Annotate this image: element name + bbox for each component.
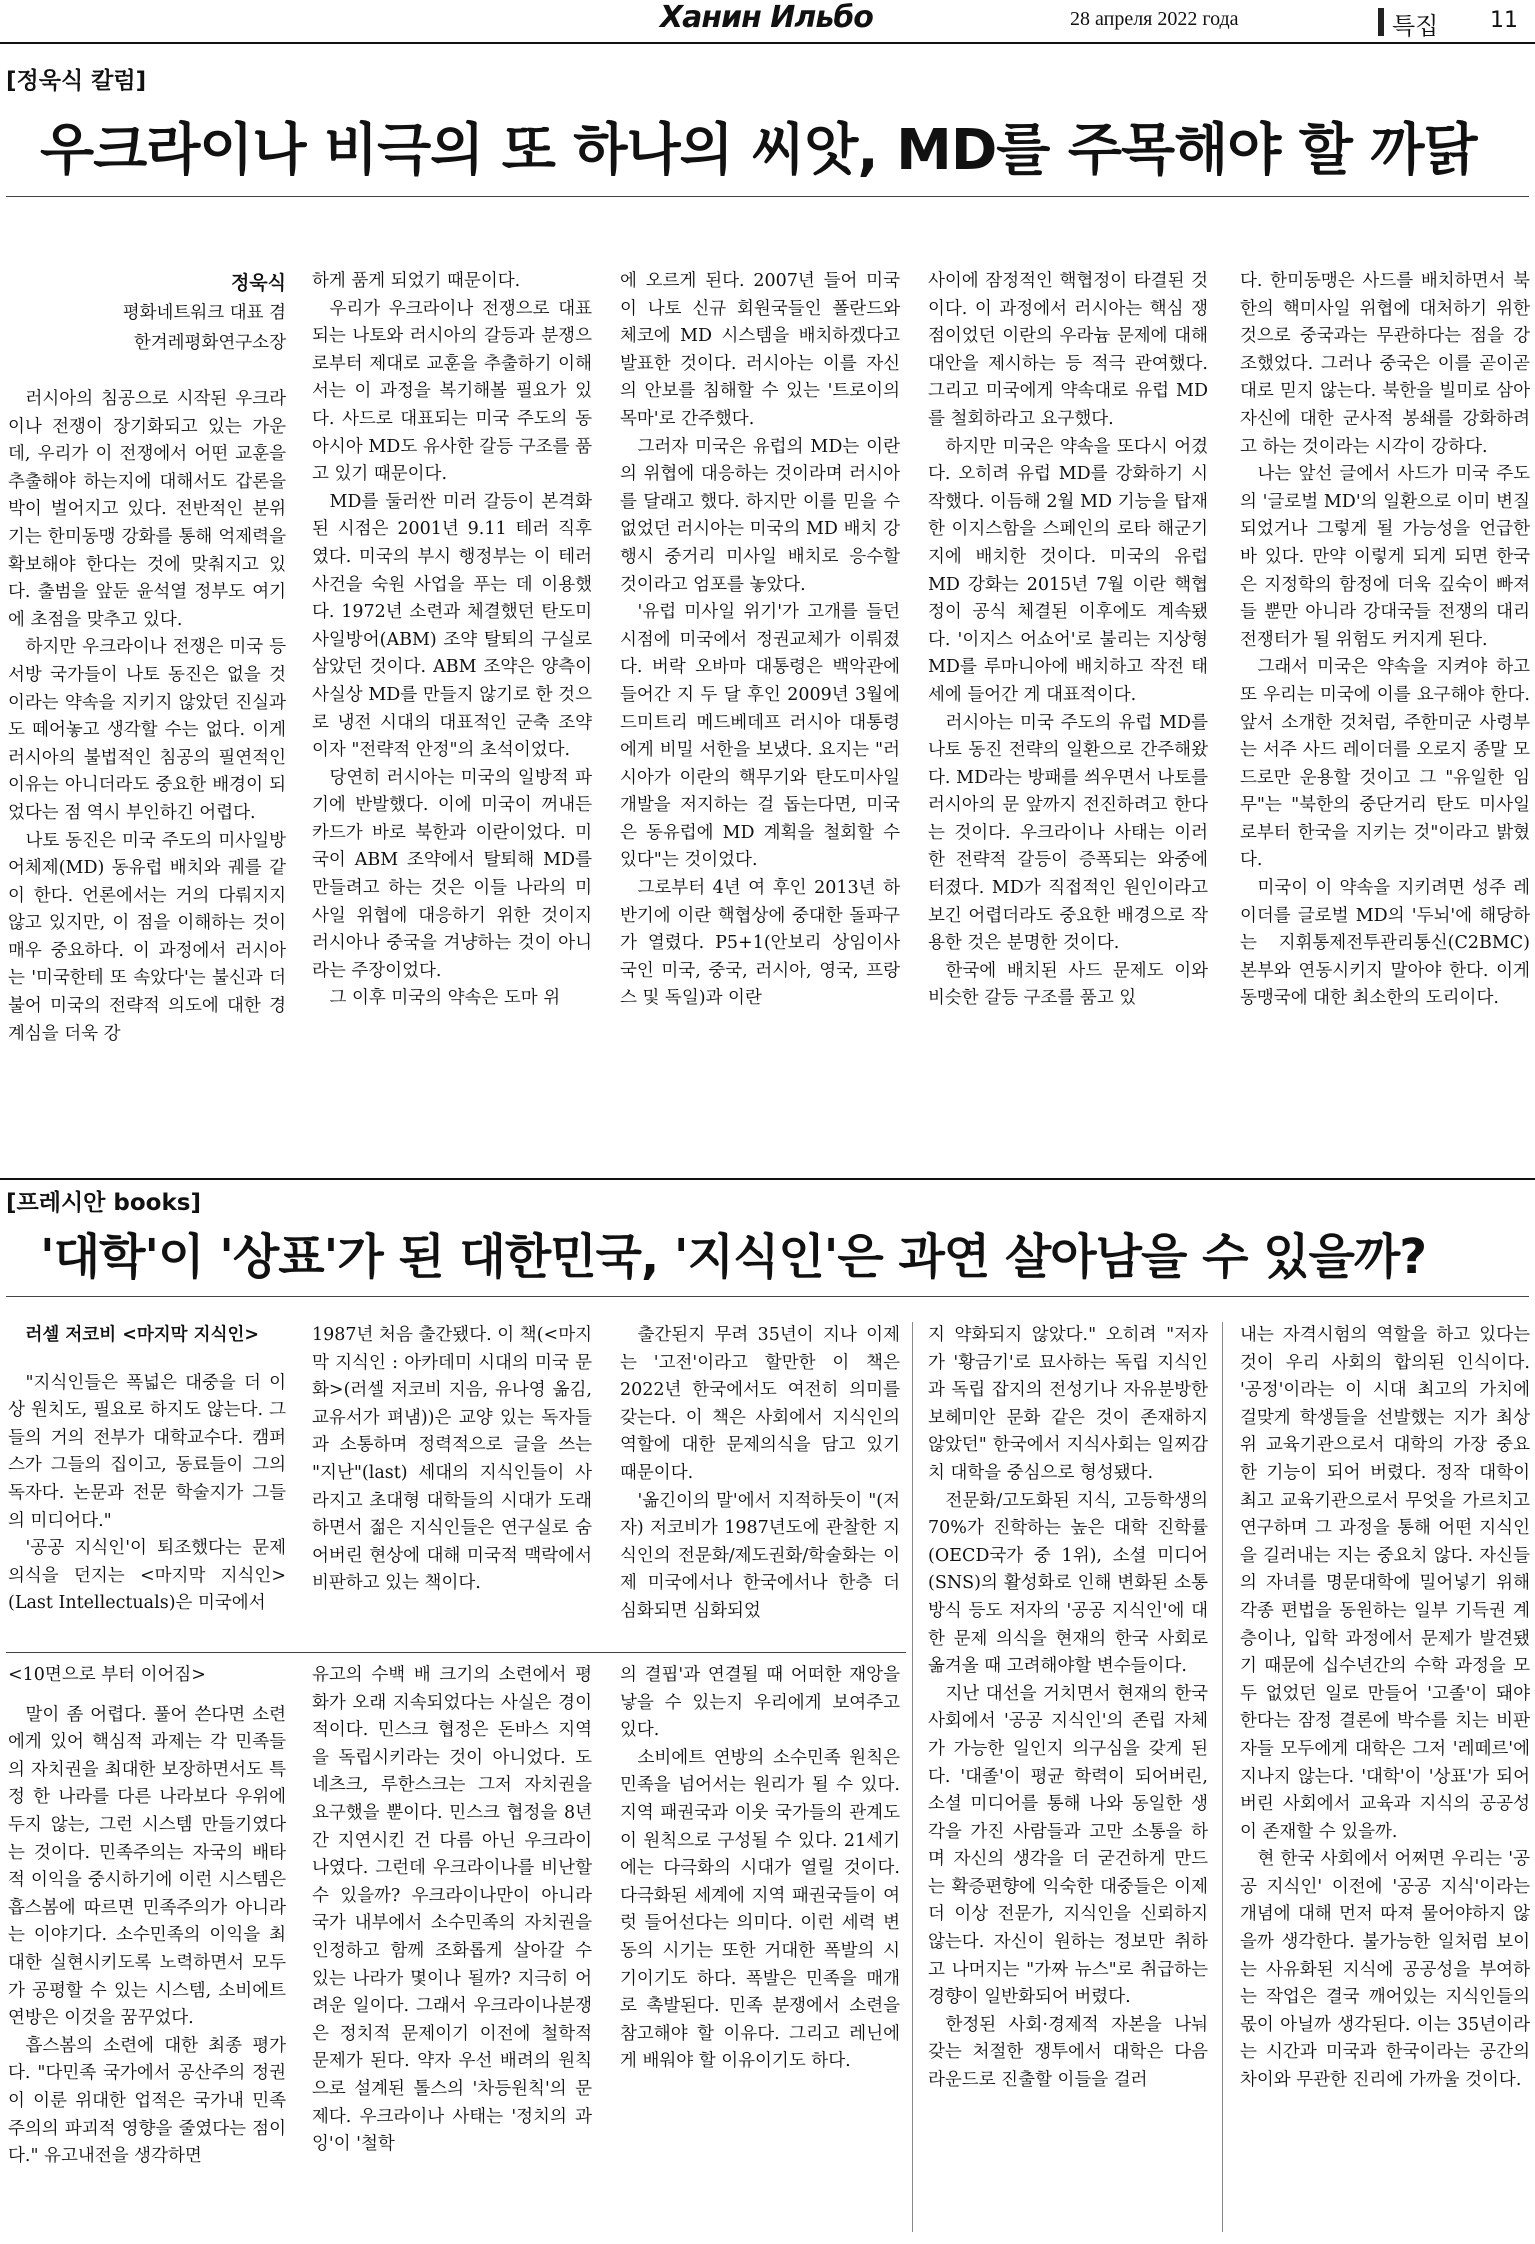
- paragraph: 말이 좀 어렵다. 풀어 쓴다면 소련에게 있어 핵심적 과제는 각 민족들의 자치권을 최대한 보장하면서도 특정 한 나라를 다른 나라보다 우위에 두지 않는, 그런 시스템 만들기였다는 것이다. 민족주의는 자국의 배타적 이익을 중시하기에 이런 시스템은 흡스봄에 따르면 민족주의가 아니라는 이야기다. 소수민족의 이익을 최대한 실현시키도록 노력하면서 모두가 공평할 수 있는 시스템, 소비에트 연방은 이것을 꿈꾸었다.: [8, 1704, 286, 2029]
- paragraph: 한국에 배치된 사드 문제도 이와 비슷한 갈등 구조를 품고 있: [928, 960, 1208, 1009]
- paragraph: 출간된지 무려 35년이 지나 이제는 '고전'이라고 할만한 이 책은 2022년 한국에서도 여전히 의미를 갖는다. 이 책은 사회에서 지식인의 역할에 대한 문제의식을 담고 있기 때문이다.: [620, 1325, 900, 1483]
- article1-tag: [정욱식 칼럼]: [6, 68, 147, 94]
- paragraph: 흡스봄의 소련에 대한 최종 평가다. "다민족 국가에서 공산주의 정권이 이룬 위대한 업적은 국가내 민족주의의 파괴적 영향을 줄였다는 점이다." 유고내전을 생각하면: [8, 2035, 286, 2167]
- article3-col-3: [620, 1662, 900, 2238]
- paragraph: '옮긴이의 말'에서 지적하듯이 "(저자) 저코비가 1987년도에 관찰한 지식인의 전문화/제도권화/학술화는 이제 미국에서나 한국에서나 한층 더 심화되면 심화되었: [620, 1490, 900, 1621]
- paper-name: Ханин Ильбо: [660, 0, 873, 35]
- paragraph: 다. 한미동맹은 사드를 배치하면서 북한의 핵미사일 위협에 대처하기 위한 것으로 중국과는 무관하다는 점을 강조했었다. 그러나 중국은 이를 곧이곧대로 믿지 않는다. 북한을 빌미로 삼아 자신에 대한 군사적 봉쇄를 강화하려고 하는 것이라는 시각이 강하다.: [1240, 271, 1530, 457]
- paragraph: 미국이 이 약속을 지키려면 성주 레이더를 글로벌 MD의 '두뇌'에 해당하는 지휘통제전투관리통신(C2BMC) 본부와 연동시키지 말아야 한다. 이게 동맹국에 대한 최소한의 도리이다.: [1240, 878, 1530, 1009]
- article1-col-2: [312, 268, 592, 1178]
- issue-date: 28 апреля 2022 года: [1070, 8, 1239, 30]
- paragraph: "지식인들은 폭넓은 대중을 더 이상 원치도, 필요로 하지도 않는다. 그들의 거의 전부가 대학교수다. 캠퍼스가 그들의 집이고, 동료들이 그의 독자다. 논문과 전문 학술지가 그들의 미디어다.": [8, 1372, 286, 1531]
- column-separator: [912, 1322, 913, 2232]
- author-affiliation: 평화네트워크 대표 겸: [122, 303, 286, 323]
- article1-col-4: [928, 268, 1208, 1178]
- divider: [6, 1296, 1529, 1297]
- paragraph: '공공 지식인'이 퇴조했다는 문제의식을 던지는 <마지막 지식인>(Last Intellectuals)은 미국에서: [8, 1538, 286, 1614]
- page-number: 11: [1490, 8, 1518, 33]
- article2-col-3: [620, 1322, 900, 1642]
- paragraph: 하게 품게 되었기 때문이다.: [312, 271, 521, 291]
- masthead: [0, 0, 1535, 44]
- author-name: 정욱식: [230, 272, 286, 294]
- paragraph: 내는 자격시험의 역할을 하고 있다는 것이 우리 사회의 합의된 인식이다. '공정'이라는 이 시대 최고의 가치에 걸맞게 학생들을 선발했는 지가 최상위 교육기관으로서 대학의 가장 중요한 기능이 되어 버렸다. 정작 대학이 최고 교육기관으로서 무엇을 가르치고 연구하며 그 과정을 통해 어떤 지식인을 길러내는 지는 중요치 않다. 자신들의 자녀를 명문대학에 밀어넣기 위해 각종 편법을 동원하는 일부 기득권 계층이나, 입학 과정에서 문제가 발견됐기 때문에 십수년간의 수학 과정을 모두 없었던 일로 만들어 '고졸'이 돼야 한다는 잠정 결론에 박수를 치는 비판자들 모두에게 대학은 그저 '레떼르'에 지나지 않는다. '대학'이 '상표'가 되어버린 사회에서 교육과 지식의 공공성이 존재할 수 있을까.: [1240, 1325, 1530, 1842]
- book-title: 러셀 저코비 <마지막 지식인>: [25, 1325, 260, 1345]
- paragraph: 전문화/고도화된 지식, 고등학생의 70%가 진학하는 높은 대학 진학률(OECD국가 중 1위), 소셜 미디어(SNS)의 활성화로 인해 변화된 소통 방식 등도 저자의 '공공 지식인'에 대한 문제 의식을 현재의 한국 사회로 옮겨올 때 고려해야할 변수들이다.: [928, 1490, 1208, 1677]
- section-bar-icon: [1378, 8, 1384, 36]
- article3-col-2: [312, 1662, 592, 2238]
- paragraph: 사이에 잠정적인 핵협정이 타결된 것이다. 이 과정에서 러시아는 핵심 쟁점이었던 이란의 우라늄 문제에 대해 대안을 제시하는 등 적극 관여했다. 그리고 미국에게 약속대로 유럽 MD를 철회하라고 요구했다.: [928, 271, 1208, 429]
- paragraph: 한정된 사회·경제적 자본을 나눠 갖는 처절한 쟁투에서 대학은 다음 라운드로 진출할 이들을 걸러: [928, 2014, 1208, 2091]
- paragraph: 그러자 미국은 유럽의 MD는 이란의 위협에 대응하는 것이라며 러시아를 달래고 했다. 하지만 이를 믿을 수 없었던 러시아는 미국의 MD 배치 강행시 중거리 미사일 배치로 응수할 것이라고 엄포를 놓았다.: [620, 436, 900, 595]
- paragraph: 그 이후 미국의 약속은 도마 위: [329, 988, 561, 1009]
- article1-col-1: [8, 268, 286, 1178]
- paragraph: 소비에트 연방의 소수민족 원칙은 민족을 넘어서는 원리가 될 수 있다. 지역 패권국과 이웃 국가들의 관계도 이 원칙으로 구성될 수 있다. 21세기에는 다극화의 시대가 열릴 것이다. 다극화된 세계에 지역 패권국들이 여럿 들어선다는 의미다. 이런 세력 변동의 시기는 또한 거대한 폭발의 시기이기도 하다. 폭발은 민족을 매개로 촉발된다. 민족 분쟁에서 소련을 참고해야 할 이유다. 그리고 레닌에게 배워야 할 이유이기도 하다.: [620, 1747, 900, 2072]
- paragraph: 당연히 러시아는 미국의 일방적 파기에 반발했다. 이에 미국이 꺼내든 카드가 바로 북한과 이란이었다. 미국이 ABM 조약에서 탈퇴해 MD를 만들려고 하는 것은 이들 나라의 미사일 위협에 대응하기 위한 것이지 러시아나 중국을 겨냥하는 것이 아니라는 주장이었다.: [312, 767, 592, 981]
- section-label: 특집: [1392, 12, 1439, 40]
- paragraph: 하지만 미국은 약속을 또다시 어겼다. 오히려 유럽 MD를 강화하기 시작했다. 이듬해 2월 MD 기능을 탑재한 이지스함을 스페인의 로타 해군기지에 배치한 것이다. 미국의 유럽 MD 강화는 2015년 7월 이란 핵협정이 공식 체결된 이후에도 계속됐다. '이지스 어쇼어'로 불리는 지상형 MD를 루마니아에 배치하고 작전 태세에 들어간 게 대표적이다.: [928, 436, 1208, 705]
- paragraph: 그로부터 4년 여 후인 2013년 하반기에 이란 핵협상에 중대한 돌파구가 열렸다. P5+1(안보리 상임이사국인 미국, 중국, 러시아, 영국, 프랑스 및 독일)과 이란: [620, 878, 900, 1009]
- continued-note: <10면으로 부터 이어짐>: [8, 1665, 206, 1685]
- article1-col-3: [620, 268, 900, 1178]
- divider: [6, 1652, 906, 1653]
- article2-col-1: [8, 1322, 286, 1642]
- paragraph: 지 약화되지 않았다." 오히려 "저자가 '황금기'로 묘사하는 독립 지식인과 독립 잡지의 전성기나 자유분방한 보헤미안 문화 같은 것이 존재하지 않았던" 한국에서 지식사회는 일찌감치 대학을 중심으로 형성됐다.: [928, 1325, 1208, 1483]
- paragraph: 나는 앞선 글에서 사드가 미국 주도의 '글로벌 MD'의 일환으로 이미 변질되었거나 그렇게 될 가능성을 언급한 바 있다. 만약 이렇게 되게 되면 한국은 지정학의 함정에 더욱 깊숙이 빠져들 뿐만 아니라 강대국들 전쟁의 대리 전쟁터가 될 위험도 커지게 된다.: [1240, 464, 1530, 650]
- paragraph: 의 결핍'과 연결될 때 어떠한 재앙을 낳을 수 있는지 우리에게 보여주고 있다.: [620, 1665, 900, 1741]
- article2-headline: '대학'이 '상표'가 된 대한민국, '지식인'은 과연 살아남을 수 있을까?: [40, 1229, 1427, 1285]
- paragraph: 유고의 수백 배 크기의 소련에서 평화가 오래 지속되었다는 사실은 경이적이다. 민스크 협정은 돈바스 지역을 독립시키라는 것이 아니었다. 도네츠크, 루한스크는 그저 자치권을 요구했을 뿐이다. 민스크 협정을 8년간 지연시킨 건 다름 아닌 우크라이나였다. 그런데 우크라이나를 비난할 수 있을까? 우크라이나만이 아니라 국가 내부에서 소수민족의 자치권을 인정하고 함께 조화롭게 살아갈 수 있는 나라가 몇이나 될까? 지극히 어려운 일이다. 그래서 우크라이나분쟁은 정치적 문제이기 이전에 철학적 문제가 된다. 약자 우선 배려의 원칙으로 설계된 톨스의 '차등원칙'의 문제다. 우크라이나 사태는 '정치의 과잉'이 '철학: [312, 1665, 592, 2155]
- paragraph: 에 오르게 된다. 2007년 들어 미국이 나토 신규 회원국들인 폴란드와 체코에 MD 시스템을 배치하겠다고 발표한 것이다. 러시아는 이를 자신의 안보를 침해할 수 있는 '트로이의 목마'로 간주했다.: [620, 271, 900, 429]
- paragraph: 지난 대선을 거치면서 현재의 한국 사회에서 '공공 지식인'의 존립 자체가 가능한 일인지 의구심을 갖게 된다. '대졸'이 평균 학력이 되어버린, 소셜 미디어를 통해 나와 동일한 생각을 가진 사람들과 고만 소통을 하며 자신의 생각을 더 굳건하게 만드는 확증편향에 익숙한 대중들은 이제 더 이상 전문가, 지식인을 신뢰하지 않는다. 자신이 원하는 정보만 취하고 나머지는 "가짜 뉴스"로 취급하는 경향이 일반화되어 버렸다.: [928, 1683, 1208, 2008]
- byline: [8, 268, 286, 358]
- article2-col-5: [1240, 1322, 1530, 2232]
- article3-col-1: [8, 1662, 286, 2238]
- article1-col-5: [1240, 268, 1530, 1178]
- divider: [6, 196, 1529, 197]
- article2-tag: [프레시안 books]: [6, 1190, 201, 1216]
- paragraph: 현 한국 사회에서 어쩌면 우리는 '공공 지식인' 이전에 '공공 지식'이라는 개념에 대해 먼저 따져 물어야하지 않을까 생각한다. 불가능한 일처럼 보이는 사유화된 지식에 공공성을 부여하는 작업은 결국 깨어있는 지식인들의 몫이 아닐까 생각된다. 이는 35년이라는 시간과 미국과 한국이라는 공간의 차이와 무관한 진리에 가까울 것이다.: [1240, 1849, 1530, 2091]
- paragraph: 1987년 처음 출간됐다. 이 책(<마지막 지식인 : 아카데미 시대의 미국 문화>(러셀 저코비 지음, 유나영 옮김, 교유서가 펴냄))은 교양 있는 독자들과 소통하며 정력적으로 글을 쓰는 "지난"(last) 세대의 지식인들이 사라지고 초대형 대학들의 시대가 도래하면서 젊은 지식인들은 연구실로 숨어버린 현상에 대해 미국적 맥락에서 비판하고 있는 책이다.: [312, 1325, 592, 1594]
- paragraph: 그래서 미국은 약속을 지켜야 하고 또 우리는 미국에 이를 요구해야 한다. 앞서 소개한 것처럼, 주한미군 사령부는 서주 사드 레이더를 오로지 종말 모드로만 운용할 것이고 그 "유일한 임무"는 "북한의 중단거리 탄도 미사일로부터 한국을 지키는 것"이라고 밝혔다.: [1240, 657, 1530, 871]
- paragraph: 하지만 우크라이나 전쟁은 미국 등 서방 국가들이 나토 동진은 없을 것이라는 약속을 지키지 않았던 진실과도 떼어놓고 생각할 수는 없다. 이게 러시아의 불법적인 침공의 필연적인 이유는 아니더라도 중요한 배경이 되었다는 점 역시 부인하긴 어렵다.: [8, 637, 286, 823]
- article2-col-4: [928, 1322, 1208, 2232]
- author-affiliation: 한겨레평화연구소장: [133, 333, 286, 353]
- article1-headline: 우크라이나 비극의 또 하나의 씨앗, MD를 주목해야 할 까닭: [40, 118, 1477, 183]
- paragraph: 러시아는 미국 주도의 유럽 MD를 나토 동진 전략의 일환으로 간주해왔다. MD라는 방패를 씌우면서 나토를 러시아의 문 앞까지 전진하려고 한다는 것이다. 우크라이나 사태는 이러한 전략적 갈등이 증폭되는 와중에 터졌다. MD가 직접적인 원인이라고 보긴 어렵더라도 중요한 배경으로 작용한 것은 분명한 것이다.: [928, 712, 1208, 954]
- paragraph: 러시아의 침공으로 시작된 우크라이나 전쟁이 장기화되고 있는 가운데, 우리가 이 전쟁에서 어떤 교훈을 추출해야 하는지에 대해서도 갑론을박이 벌어지고 있다. 전반적인 분위기는 한미동맹 강화를 통해 억제력을 확보해야 한다는 것에 맞춰지고 있다. 출범을 앞둔 윤석열 정부도 여기에 초점을 맞추고 있다.: [8, 389, 286, 630]
- paragraph: MD를 둘러싼 미러 갈등이 본격화된 시점은 2001년 9.11 테러 직후였다. 미국의 부시 행정부는 이 테러 사건을 숙원 사업을 푸는 데 이용했다. 1972년 소련과 체결했던 탄도미사일방어(ABM) 조약 탈퇴의 구실로 삼았던 것이다. ABM 조약은 양측이 사실상 MD를 만들지 않기로 한 것으로 냉전 시대의 대표적인 군축 조약이자 "전략적 안정"의 초석이었다.: [312, 491, 592, 761]
- article2-col-2: [312, 1322, 592, 1642]
- paragraph: 우리가 우크라이나 전쟁으로 대표되는 나토와 러시아의 갈등과 분쟁으로부터 제대로 교훈을 추출하기 이해서는 이 과정을 복기해볼 필요가 있다. 사드로 대표되는 미국 주도의 동아시아 MD도 유사한 갈등 구조를 품고 있기 때문이다.: [312, 298, 592, 485]
- paragraph: 나토 동진은 미국 주도의 미사일방어체제(MD) 동유럽 배치와 궤를 같이 한다. 언론에서는 거의 다뤄지지 않고 있지만, 이 점을 이해하는 것이 매우 중요하다. 이 과정에서 러시아는 '미국한테 또 속았다'는 불신과 더불어 미국의 전략적 의도에 대한 경계심을 더욱 강: [8, 830, 286, 1044]
- column-separator: [1222, 1322, 1223, 2232]
- paragraph: '유럽 미사일 위기'가 고개를 들던 시점에 미국에서 정권교체가 이뤄졌다. 버락 오바마 대통령은 백악관에 들어간 지 두 달 후인 2009년 3월에 드미트리 메드베데프 러시아 대통령에게 비밀 서한을 보냈다. 요지는 "러시아가 이란의 핵무기와 탄도미사일 개발을 저지하는 걸 돕는다면, 미국은 동유럽에 MD 계획을 철회할 수 있다"는 것이었다.: [620, 602, 900, 871]
- divider: [0, 1178, 1535, 1180]
